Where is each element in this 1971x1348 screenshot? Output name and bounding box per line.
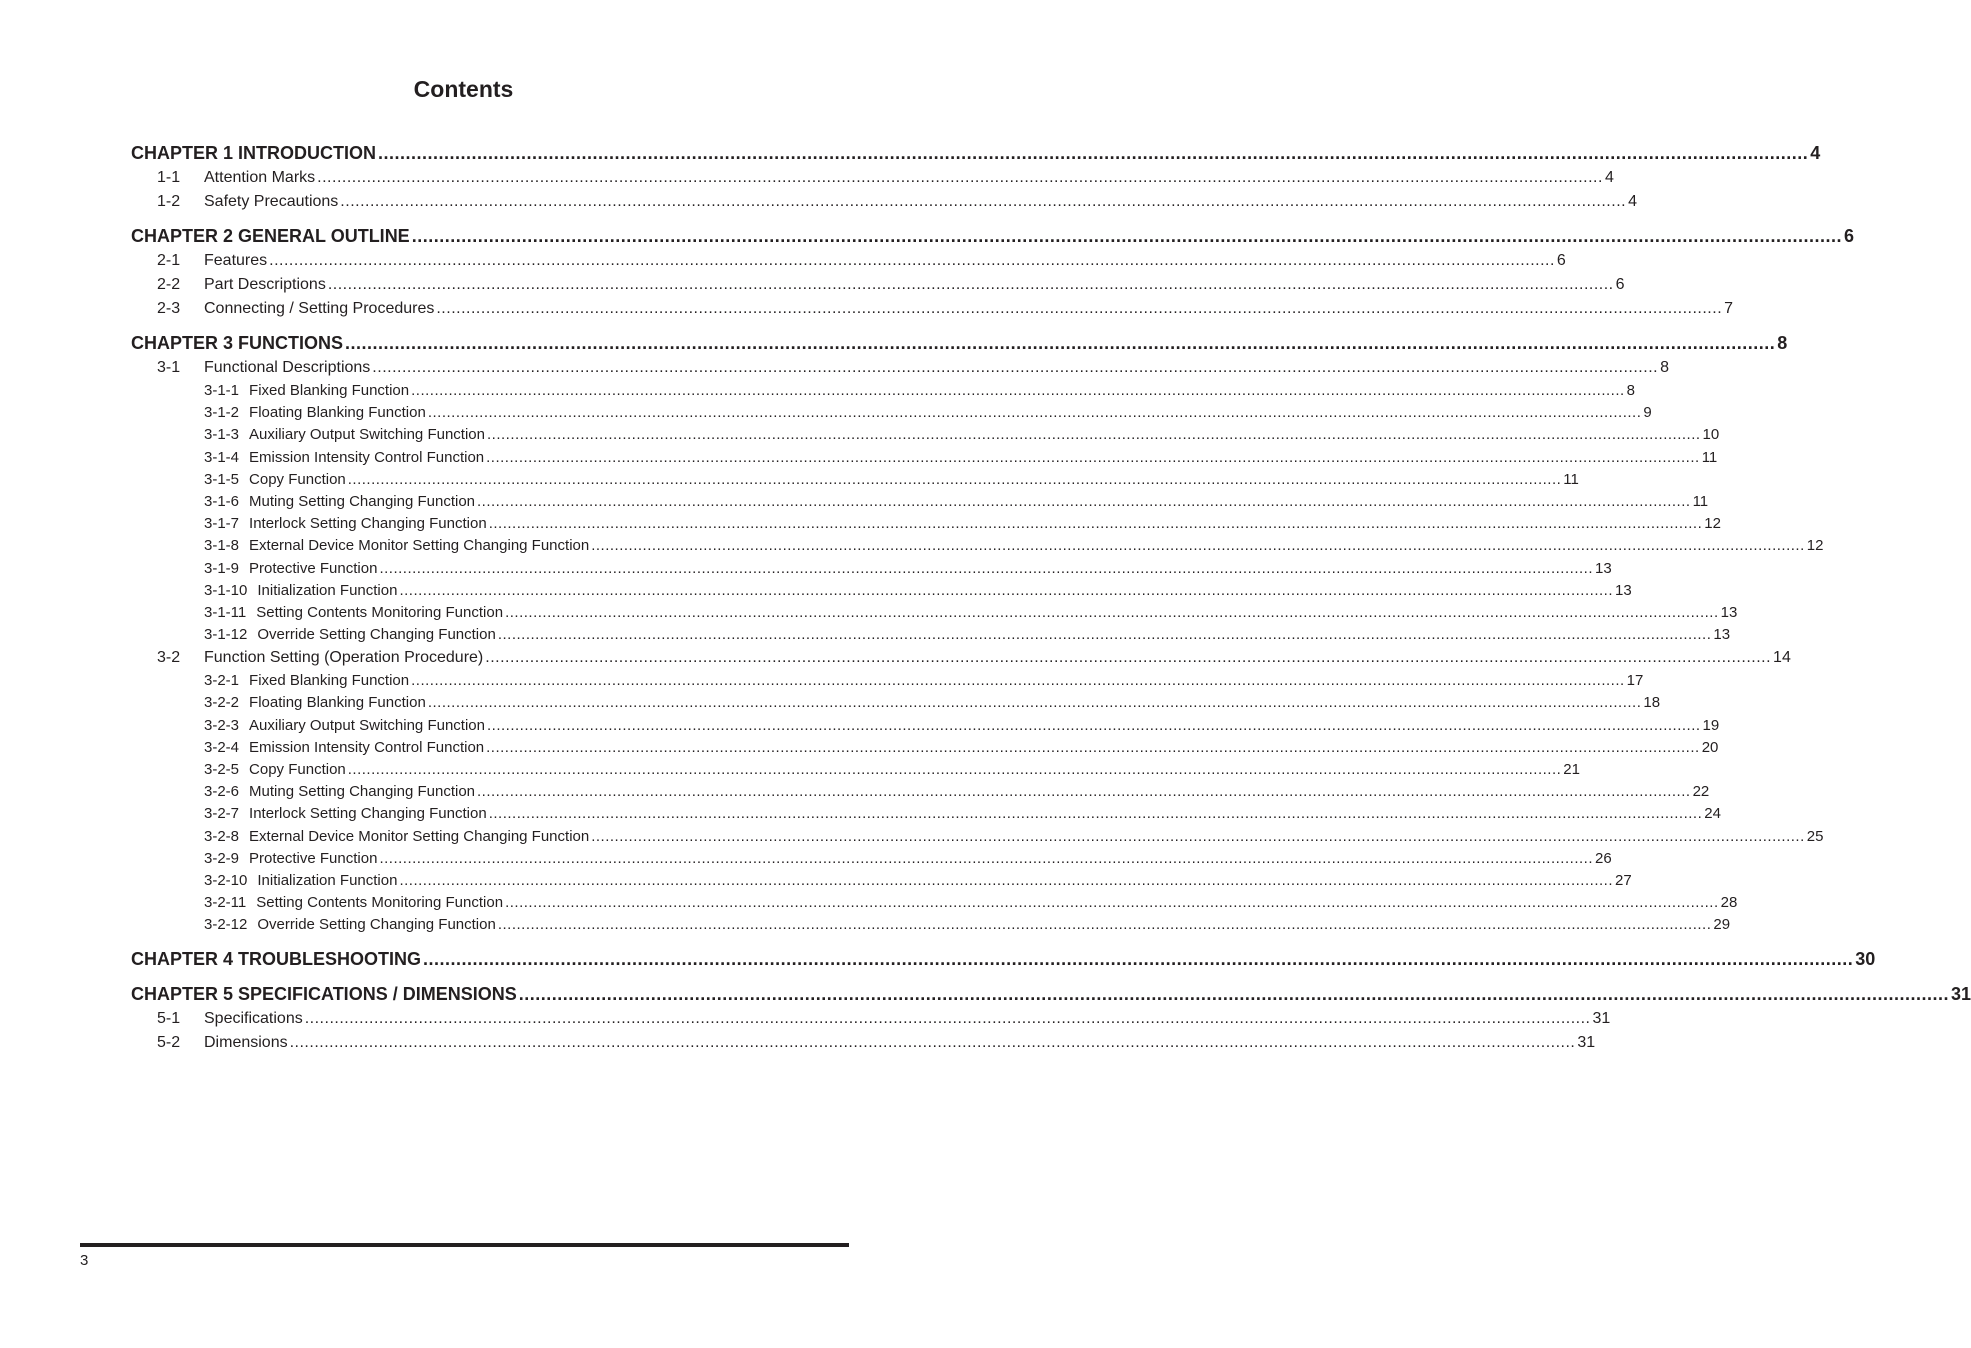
toc-entry-page: 27 xyxy=(1614,871,1632,889)
toc-entry-page: 13 xyxy=(1594,559,1612,577)
toc-entry-number: 3-2-12 xyxy=(204,916,248,934)
toc-entry-label: Connecting / Setting Procedures xyxy=(204,300,435,317)
dot-leader: .................................................................................................................................................................................................................................................................... xyxy=(411,672,1625,690)
dot-leader: .................................................................................................................................................................................................................................................................... xyxy=(347,761,1562,778)
toc-entry-label: Setting Contents Monitoring Function xyxy=(256,894,504,912)
toc-entry-page: 13 xyxy=(1713,626,1731,644)
dot-leader: .................................................................................................................................................................................................................................................................... xyxy=(269,252,1555,269)
toc-entry-label: External Device Monitor Setting Changing Function xyxy=(249,537,590,555)
toc-entry-page: 12 xyxy=(1806,537,1824,555)
dot-leader: .................................................................................................................................................................................................................................................................... xyxy=(486,448,1700,466)
dot-leader: .................................................................................................................................................................................................................................................................... xyxy=(485,649,1772,667)
toc-entry-page: 14 xyxy=(1773,649,1791,667)
toc-entry-number: 3-1-5 xyxy=(204,470,240,488)
toc-entry-section[interactable] xyxy=(131,249,1566,273)
toc-entry-page: 29 xyxy=(1713,916,1731,934)
toc-entry-number: 3-2-11 xyxy=(204,894,247,912)
toc-entry-number: 3-1-7 xyxy=(204,515,240,533)
toc-entry-label: Interlock Setting Changing Function xyxy=(249,515,487,533)
page-title: Contents xyxy=(413,76,514,102)
toc-entry-page: 13 xyxy=(1614,581,1632,599)
toc-entry-page: 30 xyxy=(1855,948,1876,969)
toc-entry-sub[interactable] xyxy=(131,558,1612,580)
toc-entry-page: 22 xyxy=(1692,783,1710,801)
toc-entry-page: 8 xyxy=(1660,359,1669,376)
dot-leader: .................................................................................................................................................................................................................................................................... xyxy=(497,626,1712,644)
toc-entry-label: CHAPTER 2 GENERAL OUTLINE xyxy=(131,226,410,246)
dot-leader: .................................................................................................................................................................................................................................................................... xyxy=(347,470,1562,488)
toc-entry-section[interactable] xyxy=(131,166,1614,190)
dot-leader: .................................................................................................................................................................................................................................................................... xyxy=(379,849,1593,867)
toc-entry-number: 1-2 xyxy=(157,193,181,210)
toc-entry-page: 6 xyxy=(1843,226,1854,246)
dot-leader: .................................................................................................................................................................................................................................................................... xyxy=(411,382,1625,399)
toc-entry-label: Function Setting (Operation Procedure) xyxy=(204,649,484,667)
toc-entry-chapter[interactable] xyxy=(131,330,1788,356)
toc-entry-number: 3-2-8 xyxy=(204,827,240,845)
toc-entry-number: 3-1-2 xyxy=(204,404,240,422)
toc-entry-page: 12 xyxy=(1704,515,1721,533)
toc-entry-chapter[interactable] xyxy=(131,946,1876,972)
toc-entry-number: 3-1-12 xyxy=(204,626,248,644)
toc-entry-page: 21 xyxy=(1563,761,1580,778)
toc-entry-label: Floating Blanking Function xyxy=(249,404,426,422)
dot-leader: .................................................................................................................................................................................................................................................................... xyxy=(340,193,1627,210)
dot-leader: .................................................................................................................................................................................................................................................................... xyxy=(505,603,1719,621)
toc-entry-label: Emission Intensity Control Function xyxy=(249,448,485,466)
toc-entry-number: 3-1-1 xyxy=(204,382,240,399)
toc-entry-page: 26 xyxy=(1594,849,1612,867)
toc-entry-number: 3-1-10 xyxy=(204,581,248,599)
toc-entry-sub[interactable] xyxy=(131,513,1721,535)
dot-leader: .................................................................................................................................................................................................................................................................... xyxy=(486,738,1700,756)
toc-entry-page: 18 xyxy=(1643,694,1661,712)
toc-entry-number: 3-2 xyxy=(157,649,181,667)
toc-entry-sub[interactable] xyxy=(131,715,1720,737)
toc-entry-sub[interactable] xyxy=(131,870,1632,892)
toc-entry-number: 3-2-6 xyxy=(204,783,240,801)
toc-entry-label: Override Setting Changing Function xyxy=(257,916,496,934)
toc-entry-number: 3-2-10 xyxy=(204,871,248,889)
toc-entry-number: 3-1-8 xyxy=(204,537,240,555)
toc-entry-label: Initialization Function xyxy=(257,581,398,599)
toc-entry-label: Emission Intensity Control Function xyxy=(249,738,485,756)
toc-entry-number: 3-2-7 xyxy=(204,805,240,823)
toc-entry-page: 6 xyxy=(1615,276,1625,293)
dot-leader: .................................................................................................................................................................................................................................................................... xyxy=(304,1009,1591,1027)
toc-entry-sub[interactable] xyxy=(131,535,1824,557)
toc-entry-page: 4 xyxy=(1604,169,1614,186)
toc-entry-chapter[interactable] xyxy=(131,140,1821,166)
dot-leader: .................................................................................................................................................................................................................................................................... xyxy=(591,827,1805,845)
toc-entry-page: 31 xyxy=(1577,1033,1596,1051)
toc-entry-label: CHAPTER 1 INTRODUCTION xyxy=(131,143,377,163)
toc-entry-label: Functional Descriptions xyxy=(204,359,371,376)
toc-entry-page: 28 xyxy=(1720,894,1738,912)
toc-entry-sub[interactable] xyxy=(131,892,1738,914)
toc-entry-page: 8 xyxy=(1626,382,1636,399)
toc-entry-number: 3-2-1 xyxy=(204,672,240,690)
toc-entry-label: Copy Function xyxy=(249,470,346,488)
dot-leader: .................................................................................................................................................................................................................................................................... xyxy=(488,805,1703,823)
toc-entry-chapter[interactable] xyxy=(131,223,1854,249)
dot-leader: .................................................................................................................................................................................................................................................................... xyxy=(497,916,1712,934)
toc-entry-number: 3-1 xyxy=(157,359,181,376)
toc-entry-page: 24 xyxy=(1704,805,1721,823)
dot-leader: .................................................................................................................................................................................................................................................................... xyxy=(327,276,1614,293)
toc-entry-number: 3-1-6 xyxy=(204,492,240,510)
dot-leader: .................................................................................................................................................................................................................................................................... xyxy=(399,581,1613,599)
toc-entry-sub[interactable] xyxy=(131,737,1719,759)
toc-entry-number: 1-1 xyxy=(157,169,181,186)
toc-entry-sub[interactable] xyxy=(131,402,1652,424)
toc-entry-page: 4 xyxy=(1810,143,1821,163)
toc-entry-page: 11 xyxy=(1701,448,1718,466)
toc-entry-sub[interactable] xyxy=(131,380,1636,402)
dot-leader: .................................................................................................................................................................................................................................................................... xyxy=(518,983,1949,1004)
toc-entry-label: Auxiliary Output Switching Function xyxy=(249,716,485,734)
toc-entry-page: 17 xyxy=(1626,672,1644,690)
toc-entry-page: 19 xyxy=(1702,716,1720,734)
toc-entry-chapter[interactable] xyxy=(131,981,1971,1007)
toc-entry-sub[interactable] xyxy=(131,781,1710,803)
toc-entry-number: 3-1-9 xyxy=(204,559,240,577)
toc-entry-sub[interactable] xyxy=(131,447,1718,469)
dot-leader: .................................................................................................................................................................................................................................................................... xyxy=(372,359,1659,376)
toc-entry-label: Safety Precautions xyxy=(204,193,339,210)
toc-entry-section[interactable] xyxy=(131,646,1791,670)
toc-entry-label: Muting Setting Changing Function xyxy=(249,492,476,510)
dot-leader: .................................................................................................................................................................................................................................................................... xyxy=(411,226,1842,246)
toc-entry-page: 20 xyxy=(1701,738,1719,756)
toc-entry-label: CHAPTER 3 FUNCTIONS xyxy=(131,333,344,353)
toc-entry-sub[interactable] xyxy=(131,580,1632,602)
toc-entry-label: Fixed Blanking Function xyxy=(249,382,410,399)
toc-entry-label: Override Setting Changing Function xyxy=(257,626,496,644)
dot-leader: .................................................................................................................................................................................................................................................................... xyxy=(591,537,1805,555)
page-number: 3 xyxy=(80,1252,89,1269)
toc-entry-number: 2-1 xyxy=(157,252,181,269)
toc-entry-sub[interactable] xyxy=(131,602,1738,624)
dot-leader: .................................................................................................................................................................................................................................................................... xyxy=(399,871,1613,889)
dot-leader: .................................................................................................................................................................................................................................................................... xyxy=(486,716,1701,734)
toc-entry-page: 10 xyxy=(1702,426,1720,444)
dot-leader: .................................................................................................................................................................................................................................................................... xyxy=(477,783,1691,801)
toc-entry-label: External Device Monitor Setting Changing Function xyxy=(249,827,590,845)
dot-leader: .................................................................................................................................................................................................................................................................... xyxy=(378,143,1809,163)
toc-entry-number: 3-2-3 xyxy=(204,716,240,734)
toc-entry-section[interactable] xyxy=(131,1007,1611,1031)
toc-entry-page: 25 xyxy=(1806,827,1824,845)
toc-entry-sub[interactable] xyxy=(131,670,1644,692)
toc-entry-number: 3-2-9 xyxy=(204,849,240,867)
toc-entry-label: Copy Function xyxy=(249,761,346,778)
toc-entry-label: Part Descriptions xyxy=(204,276,326,293)
toc-entry-number: 3-2-4 xyxy=(204,738,240,756)
toc-entry-page: 7 xyxy=(1724,300,1734,317)
toc-entry-number: 5-1 xyxy=(157,1009,181,1027)
dot-leader: .................................................................................................................................................................................................................................................................... xyxy=(317,169,1603,186)
toc-entry-number: 3-2-5 xyxy=(204,761,240,778)
footer-rule xyxy=(80,1243,849,1247)
toc-entry-page: 6 xyxy=(1556,252,1566,269)
toc-entry-page: 4 xyxy=(1628,193,1637,210)
dot-leader: .................................................................................................................................................................................................................................................................... xyxy=(436,300,1723,317)
toc-entry-page: 11 xyxy=(1692,492,1709,510)
toc-entry-section[interactable] xyxy=(131,273,1625,297)
toc-entry-label: CHAPTER 4 TROUBLESHOOTING xyxy=(131,948,422,969)
toc-entry-number: 3-1-4 xyxy=(204,448,240,466)
dot-leader: .................................................................................................................................................................................................................................................................... xyxy=(505,894,1719,912)
toc-entry-section[interactable] xyxy=(131,1031,1596,1055)
toc-entry-sub[interactable] xyxy=(131,692,1661,714)
dot-leader: .................................................................................................................................................................................................................................................................... xyxy=(427,694,1642,712)
toc-entry-sub[interactable] xyxy=(131,469,1579,491)
dot-leader: .................................................................................................................................................................................................................................................................... xyxy=(345,333,1776,353)
dot-leader: .................................................................................................................................................................................................................................................................... xyxy=(486,426,1701,444)
dot-leader: .................................................................................................................................................................................................................................................................... xyxy=(477,492,1691,510)
toc-entry-sub[interactable] xyxy=(131,759,1580,781)
toc-entry-number: 3-1-3 xyxy=(204,426,240,444)
toc-entry-sub[interactable] xyxy=(131,848,1612,870)
toc-entry-page: 13 xyxy=(1720,603,1738,621)
toc-entry-label: Features xyxy=(204,252,268,269)
table-of-contents xyxy=(131,140,1971,1055)
toc-entry-label: Muting Setting Changing Function xyxy=(249,783,476,801)
toc-entry-label: Attention Marks xyxy=(204,169,316,186)
toc-entry-section[interactable] xyxy=(131,297,1734,321)
toc-entry-label: Auxiliary Output Switching Function xyxy=(249,426,485,444)
toc-entry-page: 31 xyxy=(1950,983,1971,1004)
toc-entry-label: Specifications xyxy=(204,1009,303,1027)
toc-entry-label: Dimensions xyxy=(204,1033,288,1051)
dot-leader: .................................................................................................................................................................................................................................................................... xyxy=(423,948,1854,969)
toc-entry-number: 3-2-2 xyxy=(204,694,240,712)
toc-entry-label: Initialization Function xyxy=(257,871,398,889)
toc-entry-sub[interactable] xyxy=(131,914,1731,936)
toc-entry-sub[interactable] xyxy=(131,624,1731,646)
dot-leader: .................................................................................................................................................................................................................................................................... xyxy=(379,559,1593,577)
toc-entry-number: 3-1-11 xyxy=(204,603,247,621)
toc-entry-sub[interactable] xyxy=(131,491,1709,513)
toc-entry-number: 2-3 xyxy=(157,300,181,317)
toc-entry-section[interactable] xyxy=(131,356,1669,380)
toc-entry-label: Protective Function xyxy=(249,849,378,867)
toc-entry-page: 31 xyxy=(1592,1009,1611,1027)
toc-entry-label: Interlock Setting Changing Function xyxy=(249,805,487,823)
toc-entry-page: 8 xyxy=(1777,333,1788,353)
toc-entry-page: 9 xyxy=(1643,404,1652,422)
toc-entry-sub[interactable] xyxy=(131,803,1721,825)
toc-entry-number: 2-2 xyxy=(157,276,181,293)
dot-leader: .................................................................................................................................................................................................................................................................... xyxy=(427,404,1642,422)
toc-entry-number: 5-2 xyxy=(157,1033,181,1051)
toc-entry-label: Setting Contents Monitoring Function xyxy=(256,603,504,621)
dot-leader: .................................................................................................................................................................................................................................................................... xyxy=(289,1033,1576,1051)
toc-entry-label: CHAPTER 5 SPECIFICATIONS / DIMENSIONS xyxy=(131,983,517,1004)
toc-entry-sub[interactable] xyxy=(131,424,1720,446)
toc-entry-label: Protective Function xyxy=(249,559,378,577)
dot-leader: .................................................................................................................................................................................................................................................................... xyxy=(488,515,1703,533)
toc-entry-page: 11 xyxy=(1563,470,1579,488)
toc-entry-label: Floating Blanking Function xyxy=(249,694,426,712)
toc-entry-section[interactable] xyxy=(131,190,1637,214)
toc-entry-label: Fixed Blanking Function xyxy=(249,672,410,690)
toc-entry-sub[interactable] xyxy=(131,826,1824,848)
